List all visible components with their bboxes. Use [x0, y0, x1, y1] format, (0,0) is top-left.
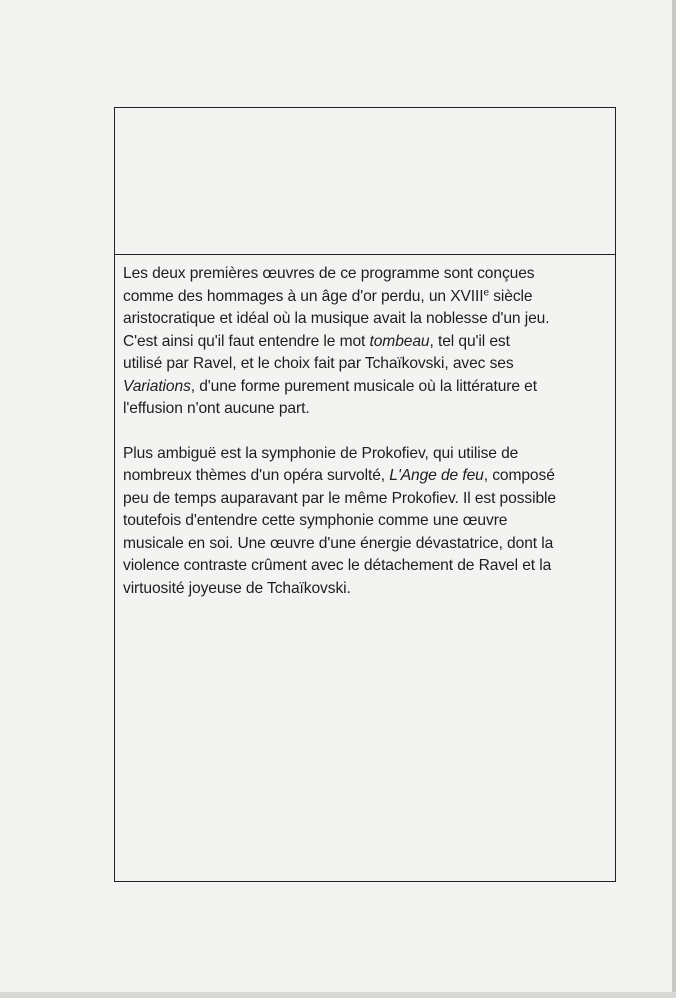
italic-title: tombeau	[369, 332, 430, 350]
text-line: C'est ainsi qu'il faut entendre le mot tombeau, tel qu'il est	[123, 332, 510, 350]
paragraph-2	[123, 443, 613, 601]
text-line: musicale en soi. Une œuvre d'une énergie dévastatrice, dont la	[123, 534, 554, 552]
text-line: Plus ambiguë est la symphonie de Prokofiev, qui utilise de	[123, 444, 519, 462]
text-line: aristocratique et idéal où la musique avait la noblesse d'un jeu.	[123, 310, 550, 327]
text-line: Les deux premières œuvres de ce programme sont conçues	[123, 265, 535, 282]
text-line: toutefois d'entendre cette symphonie comme une œuvre	[123, 512, 508, 529]
text-line: l'effusion n'ont aucune part.	[123, 400, 310, 417]
superscript: e	[483, 287, 489, 298]
italic-title: Variations	[123, 377, 191, 395]
frame-divider	[115, 254, 615, 255]
text-line: peu de temps auparavant par le même Prokofiev. Il est possible	[123, 489, 556, 507]
text-block	[123, 263, 613, 600]
text-line: Variations, d'une forme purement musicale où la littérature et	[123, 377, 537, 395]
text-line: comme des hommages à un âge d'or perdu, un XVIIIe siècle	[123, 287, 533, 305]
text-line: violence contraste crûment avec le détachement de Ravel et la	[123, 557, 552, 574]
paragraph-1	[123, 263, 613, 421]
text-line: utilisé par Ravel, et le choix fait par Tchaïkovski, avec ses	[123, 355, 514, 372]
text-line: nombreux thèmes d'un opéra survolté, L'Ange de feu, composé	[123, 467, 555, 484]
text-frame	[114, 107, 616, 882]
page-edge-right	[672, 0, 676, 998]
italic-title: L'Ange de feu	[389, 467, 484, 484]
text-line: virtuosité joyeuse de Tchaïkovski.	[123, 579, 351, 597]
page-edge-bottom	[0, 992, 676, 998]
